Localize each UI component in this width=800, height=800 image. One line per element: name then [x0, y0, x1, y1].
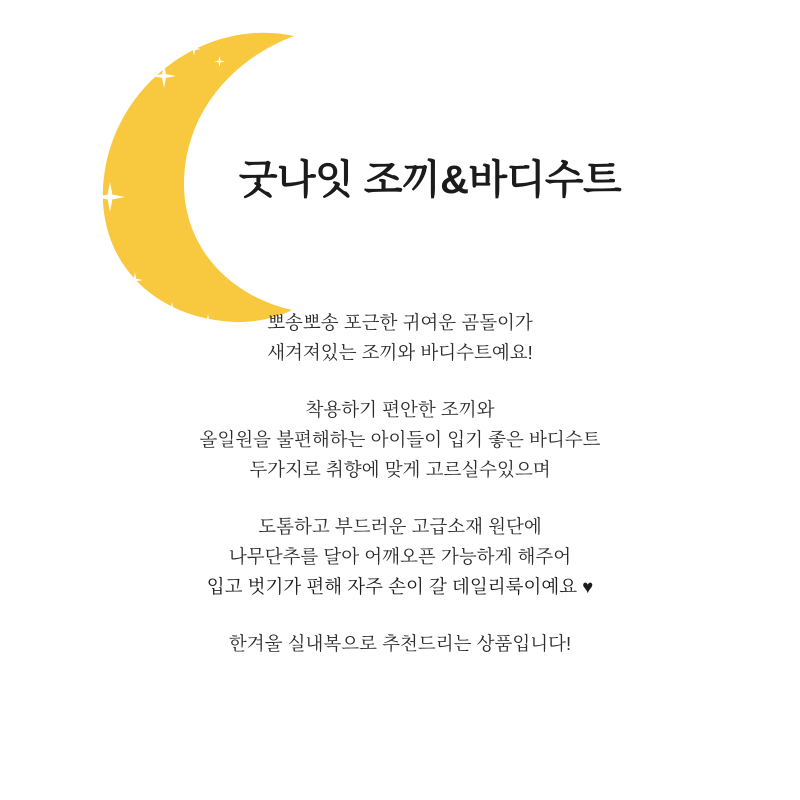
paragraph	[0, 512, 800, 602]
text-line: 올일원을 불편해하는 아이들이 입기 좋은 바디수트	[199, 429, 601, 450]
text-line-with-heart-icon: 입고 벗기가 편해 자주 손이 갈 데일리룩이예요 ♥	[206, 576, 594, 597]
text-line: 착용하기 편안한 조끼와	[305, 399, 495, 420]
text-line: 나무단추를 달아 어깨오픈 가능하게 해주어	[228, 546, 572, 567]
page-title: 굿나잇 조끼&바디수트	[238, 158, 622, 202]
text-line: 도톰하고 부드러운 고급소재 원단에	[258, 516, 542, 537]
text-line: 뽀송뽀송 포근한 귀여운 곰돌이가	[267, 312, 533, 333]
paragraph	[0, 395, 800, 485]
paragraph	[0, 308, 800, 368]
description-text	[0, 308, 800, 659]
text-line: 새겨져있는 조끼와 바디수트예요!	[267, 342, 533, 363]
text-line: 두가지로 취향에 맞게 고르실수있으며	[249, 459, 551, 480]
text-line: 한겨울 실내복으로 추천드리는 상품입니다!	[228, 633, 572, 654]
paragraph	[0, 629, 800, 659]
